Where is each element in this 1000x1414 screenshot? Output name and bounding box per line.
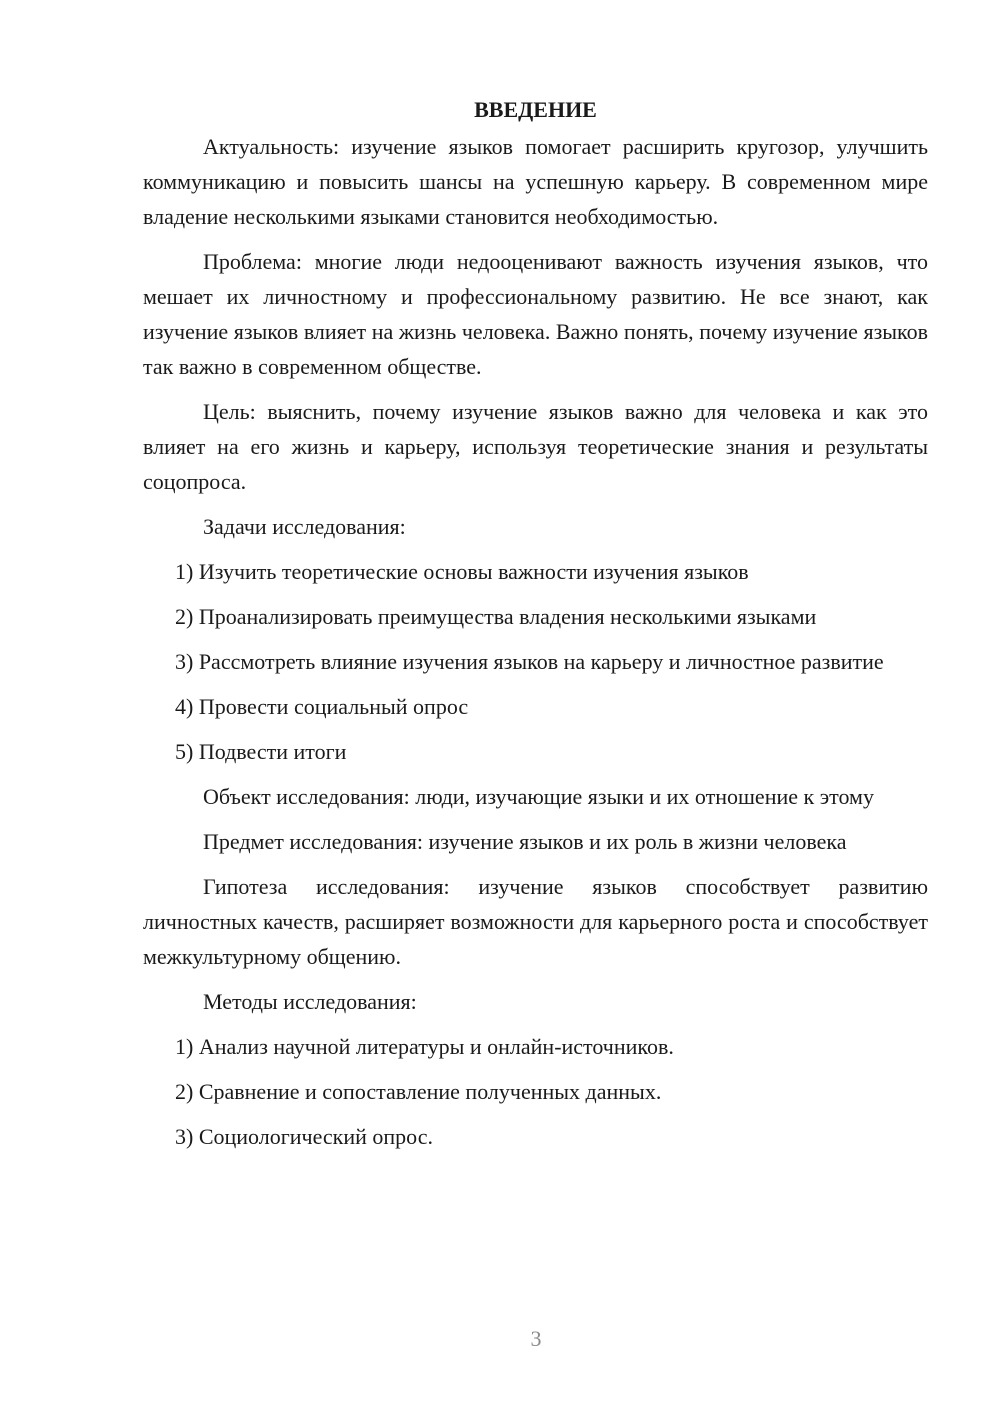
page-title: ВВЕДЕНИЕ — [474, 97, 597, 122]
task-item: 2) Проанализировать преимущества владения несколькими языками — [175, 604, 817, 629]
task-item: 1) Изучить теоретические основы важности изучения языков — [175, 559, 749, 584]
goal-paragraph: Цель: выяснить, почему изучение языков важно для человека и как это влияет на его жизнь и карьеру, используя теоретические знания и результаты соцопроса. — [143, 399, 928, 494]
tasks-heading: Задачи исследования: — [203, 514, 406, 539]
method-item: 1) Анализ научной литературы и онлайн-источников. — [175, 1034, 674, 1059]
relevance-paragraph: Актуальность: изучение языков помогает расширить кругозор, улучшить коммуникацию и повысить шансы на успешную карьеру. В современном мире владение несколькими языками становится необходимостью. — [143, 134, 928, 229]
subject-paragraph: Предмет исследования: изучение языков и их роль в жизни человека — [203, 829, 847, 854]
object-paragraph: Объект исследования: люди, изучающие языки и их отношение к этому — [203, 784, 874, 809]
page-number: 3 — [530, 1326, 542, 1351]
method-item: 2) Сравнение и сопоставление полученных данных. — [175, 1079, 662, 1104]
method-item: 3) Социологический опрос. — [175, 1124, 433, 1149]
document-page — [143, 92, 928, 1164]
task-item: 5) Подвести итоги — [175, 739, 347, 764]
hypothesis-paragraph: Гипотеза исследования: изучение языков способствует развитию личностных качеств, расширяет возможности для карьерного роста и способствует межкультурному общению. — [143, 874, 928, 969]
problem-paragraph: Проблема: многие люди недооценивают важность изучения языков, что мешает их личностному и профессиональному развитию. Не все знают, как изучение языков влияет на жизнь человека. Важно понять, почему изучение языков так важно в современном обществе. — [143, 249, 928, 379]
task-item: 3) Рассмотреть влияние изучения языков на карьеру и личностное развитие — [175, 649, 884, 674]
methods-heading: Методы исследования: — [203, 989, 417, 1014]
task-item: 4) Провести социальный опрос — [175, 694, 469, 719]
